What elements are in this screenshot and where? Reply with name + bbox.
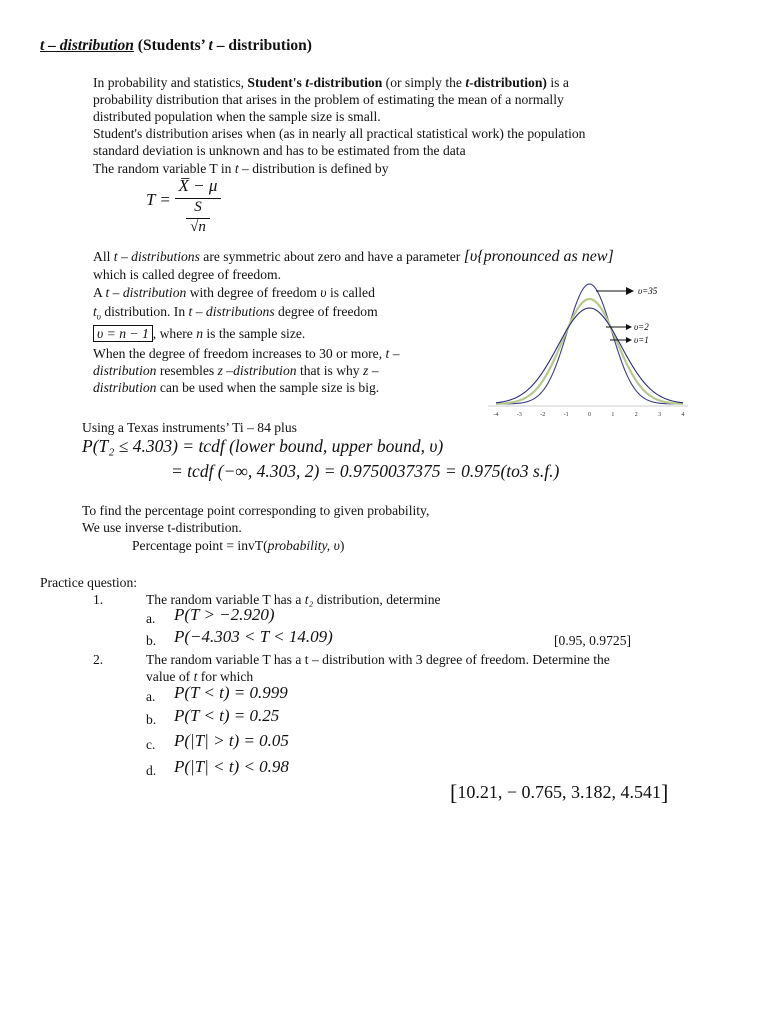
title-main: t – distribution	[40, 37, 134, 54]
ti84-equation-1: P(T₂ ≤ 4.303) = tcdf (lower bound, upper bound, υ)	[82, 436, 444, 456]
ti84-equation-2: = tcdf (−∞, 4.303, 2) = 0.9750037375 = 0.975(to3 s.f.)	[171, 461, 560, 481]
q2a-label: a.	[146, 689, 156, 704]
q2b-expr: P(T < t) = 0.25	[174, 706, 280, 725]
intro-line-4: Student's distribution arises when (as in nearly all practical statistical work) the population	[93, 126, 586, 141]
q2c-label: c.	[146, 737, 156, 752]
q1-number: 1.	[93, 592, 104, 607]
curve-2	[496, 299, 683, 404]
ti84-intro: Using a Texas instruments’ Ti – 84 plus	[82, 420, 297, 435]
left-text-line-6: distribution can be used when the sample size is big.	[93, 380, 380, 395]
intro-line-1: In probability and statistics, Student's t-distribution (or simply the t-distribution) is a	[93, 75, 569, 90]
tick-label: -4	[493, 412, 499, 418]
q2d-label: d.	[146, 763, 157, 778]
intro-line-2: probability distribution that arises in the problem of estimating the mean of a normally	[93, 92, 564, 107]
q1a-label: a.	[146, 611, 156, 626]
inverse-line-2: We use inverse t-distribution.	[82, 520, 242, 535]
q2-line-1: The random variable T has a t – distribution with 3 degree of freedom. Determine the	[146, 652, 610, 667]
intro-line-3: distributed population when the sample size is small.	[93, 109, 381, 124]
intro-line-5: standard deviation is unknown and has to be estimated from the data	[93, 143, 466, 158]
tick-label: 2	[634, 412, 638, 418]
formula-numerator: X̅ − μ	[178, 176, 218, 195]
left-text-line-2: $t_\upsilon$ distribution. In t – distributions degree of freedom	[93, 304, 378, 322]
tick-label: 1	[611, 412, 615, 418]
left-text-line-1: A t – distribution with degree of freedom υ is called	[93, 285, 375, 300]
symmetric-line-2: which is called degree of freedom.	[93, 267, 281, 282]
q2-line-2: value of t for which	[146, 669, 254, 684]
tick-label: -1	[563, 412, 569, 418]
q1b-label: b.	[146, 633, 157, 648]
q2-number: 2.	[93, 652, 104, 667]
nu-pronunciation: [υ{pronounced as new]	[463, 248, 614, 265]
intro-line-6: The random variable T in t – distribution is defined by	[93, 161, 389, 176]
formula-den-bottom: √n	[190, 219, 206, 235]
title-part: (Students’	[133, 37, 209, 54]
formula-lhs: T =	[146, 190, 171, 209]
inverse-line-1: To find the percentage point corresponding to given probability,	[82, 503, 430, 518]
dof-box: υ = n − 1	[93, 325, 153, 342]
tick-label: 3	[658, 412, 662, 418]
t-distribution-chart	[478, 278, 708, 420]
q1-answers: [0.95, 0.9725]	[554, 633, 632, 648]
title-rest: – distribution)	[212, 37, 312, 54]
curve-1	[496, 308, 683, 403]
inverse-line-3: Percentage point = invT(probability, υ)	[132, 538, 345, 553]
q1a-expr: P(T > −2.920)	[174, 605, 275, 624]
left-text-line-5: distribution resembles z –distribution that is why z –	[93, 363, 379, 378]
q1-text: The random variable T has a t₂ distribution, determine	[146, 592, 441, 607]
arrow-v2-head	[626, 324, 632, 330]
label-v35: υ=35	[638, 286, 658, 296]
chart-curves	[496, 284, 683, 404]
left-text-line-4: When the degree of freedom increases to 30 or more, t –	[93, 346, 400, 361]
q2c-expr: P(|T| > t) = 0.05	[174, 731, 289, 750]
tick-label: 4	[681, 412, 685, 418]
tick-label: 0	[588, 412, 591, 418]
q2b-label: b.	[146, 712, 157, 727]
q2-answers: [10.21, − 0.765, 3.182, 4.541]	[450, 780, 669, 805]
tick-label: -3	[516, 412, 522, 418]
q2a-expr: P(T < t) = 0.999	[174, 683, 288, 702]
arrow-v1-head	[626, 337, 632, 343]
chart-ticks	[494, 412, 685, 418]
tick-label: -2	[540, 412, 546, 418]
symmetric-line-1: All t – distributions are symmetric about zero and have a parameter [υ{pronounced as new]	[93, 248, 614, 265]
curve-35	[496, 284, 683, 404]
page-title	[40, 37, 312, 55]
arrow-v35-head	[626, 287, 634, 295]
formula-den-top: S	[194, 199, 202, 215]
title-t: t	[208, 37, 213, 54]
label-v2: υ=2	[634, 322, 649, 332]
label-v1: υ=1	[634, 335, 649, 345]
q1b-expr: P(−4.303 < T < 14.09)	[174, 627, 333, 646]
left-text-line-3: υ = n − 1 , where n is the sample size.	[93, 325, 305, 342]
q2d-expr: P(|T| < t) < 0.98	[174, 757, 289, 776]
practice-heading: Practice question:	[40, 575, 138, 590]
